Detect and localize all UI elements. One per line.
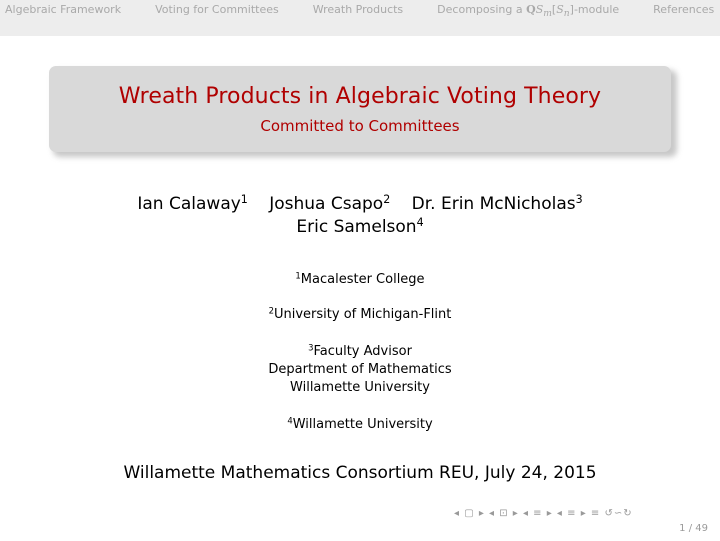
author-name: Dr. Erin McNicholas$^3$ [411, 192, 583, 214]
navigation-bar [0, 0, 720, 36]
author-name: Joshua Csapo$^2$ [269, 192, 391, 214]
author-list [0, 193, 720, 239]
title-block [49, 66, 671, 152]
institution: $^3$Faculty Advisor Department of Mathematics Willamette University [268, 342, 452, 395]
nav-references[interactable]: References [653, 3, 715, 16]
institution: $^4$Willamette University [287, 415, 433, 432]
nav-algebraic-framework[interactable]: Algebraic Framework [5, 3, 122, 16]
event-date: Willamette Mathematics Consortium REU, July 24, 2015 [123, 463, 597, 483]
author-name: Eric Samelson$^4$ [296, 215, 424, 237]
nav-decomposing-module[interactable]: Decomposing a $QS_m[S_n]$-module [437, 3, 620, 20]
page-number: 1 / 49 [679, 523, 708, 534]
nav-voting-for-committees[interactable]: Voting for Committees [155, 3, 279, 16]
slide-title: Wreath Products in Algebraic Voting Theory [118, 84, 602, 109]
author-name: Ian Calaway$^1$ [137, 192, 248, 214]
slide-subtitle: Committed to Committees [260, 117, 460, 135]
institution: $^1$Macalester College [295, 270, 425, 287]
nav-wreath-products[interactable]: Wreath Products [312, 3, 404, 16]
beamer-navigation-controls[interactable]: ◂ ▢ ▸ ◂ ⊡ ▸ ◂ ≡ ▸ ◂ ≡ ▸ ≡ ↺∽↻ [454, 508, 633, 519]
institution: $^2$University of Michigan-Flint [268, 305, 452, 322]
